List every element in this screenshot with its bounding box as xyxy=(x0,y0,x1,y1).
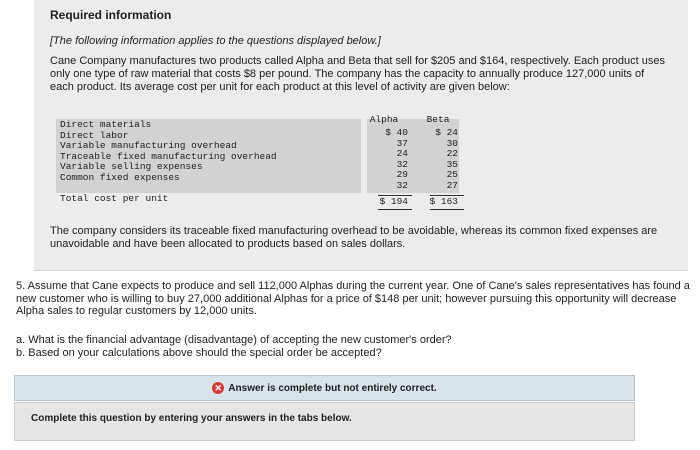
alpha-value: 37 xyxy=(396,137,408,149)
total-alpha: $ 194 xyxy=(379,196,408,207)
row-label: Variable selling expenses xyxy=(60,161,203,173)
beta-value: 27 xyxy=(446,179,458,191)
answer-status-text: Answer is complete but not entirely correct. xyxy=(228,382,437,394)
total-row xyxy=(56,193,476,208)
row-label: Traceable fixed manufacturing overhead xyxy=(60,150,277,162)
answer-status-bar xyxy=(14,375,635,401)
alpha-value: $ 40 xyxy=(385,127,408,138)
row-label: Common fixed expenses xyxy=(60,171,180,183)
question-part-b: b. Based on your calculations above should the special order be accepted? xyxy=(16,347,382,359)
instruction-text: Complete this question by entering your answers in the tabs below. xyxy=(31,413,352,424)
intro-paragraph: Cane Company manufactures two products called Alpha and Beta that sell for $205 and $164, respectively. Each product uses only one type of raw material that costs $8 per pound. The company has the capacity to annually produce 127,000 units of each product. Its average cost per unit for each product at this level of activity are given below: xyxy=(50,55,665,93)
row-label: Direct labor xyxy=(60,129,129,141)
total-label: Total cost per unit xyxy=(60,193,169,204)
required-info-title: Required information xyxy=(50,8,172,22)
avoidable-note: The company considers its traceable fixed manufacturing overhead to be avoidable, whereas its common fixed expenses are unavoidable and have been allocated to products based on sales dollars. xyxy=(50,225,658,250)
alpha-value: 29 xyxy=(396,169,408,181)
total-double-rule-beta xyxy=(430,209,464,210)
question-parts xyxy=(16,334,452,360)
beta-value: 35 xyxy=(446,158,458,170)
row-label: Direct materials xyxy=(60,119,152,130)
header-beta: Beta xyxy=(426,114,450,125)
header-alpha: Alpha xyxy=(369,114,399,125)
question-5-text: 5. Assume that Cane expects to produce and sell 112,000 Alphas during the current year. One of Cane's sales representatives has found a new customer who is willing to buy 27,000 additional Alphas for a price of $148 per unit; however pursuing this opportunity will decrease Alpha sales to regular customers by 12,000 units. xyxy=(16,280,690,317)
beta-value: $ 24 xyxy=(435,127,458,138)
beta-value: 22 xyxy=(446,148,458,160)
total-beta: $ 163 xyxy=(429,196,458,207)
alpha-value: 32 xyxy=(396,179,408,191)
info-note: [The following information applies to the questions displayed below.] xyxy=(50,35,381,47)
question-part-a: a. What is the financial advantage (disadvantage) of accepting the new customer's order? xyxy=(16,334,452,346)
error-x-icon: ✕ xyxy=(212,382,224,394)
beta-value: 30 xyxy=(446,137,458,149)
required-info-panel xyxy=(34,0,688,271)
instruction-bar xyxy=(14,402,635,441)
alpha-value: 24 xyxy=(396,148,408,160)
total-double-rule-alpha xyxy=(378,209,412,210)
alpha-value: 32 xyxy=(396,158,408,170)
beta-value: 25 xyxy=(446,169,458,181)
row-label: Variable manufacturing overhead xyxy=(60,140,237,152)
